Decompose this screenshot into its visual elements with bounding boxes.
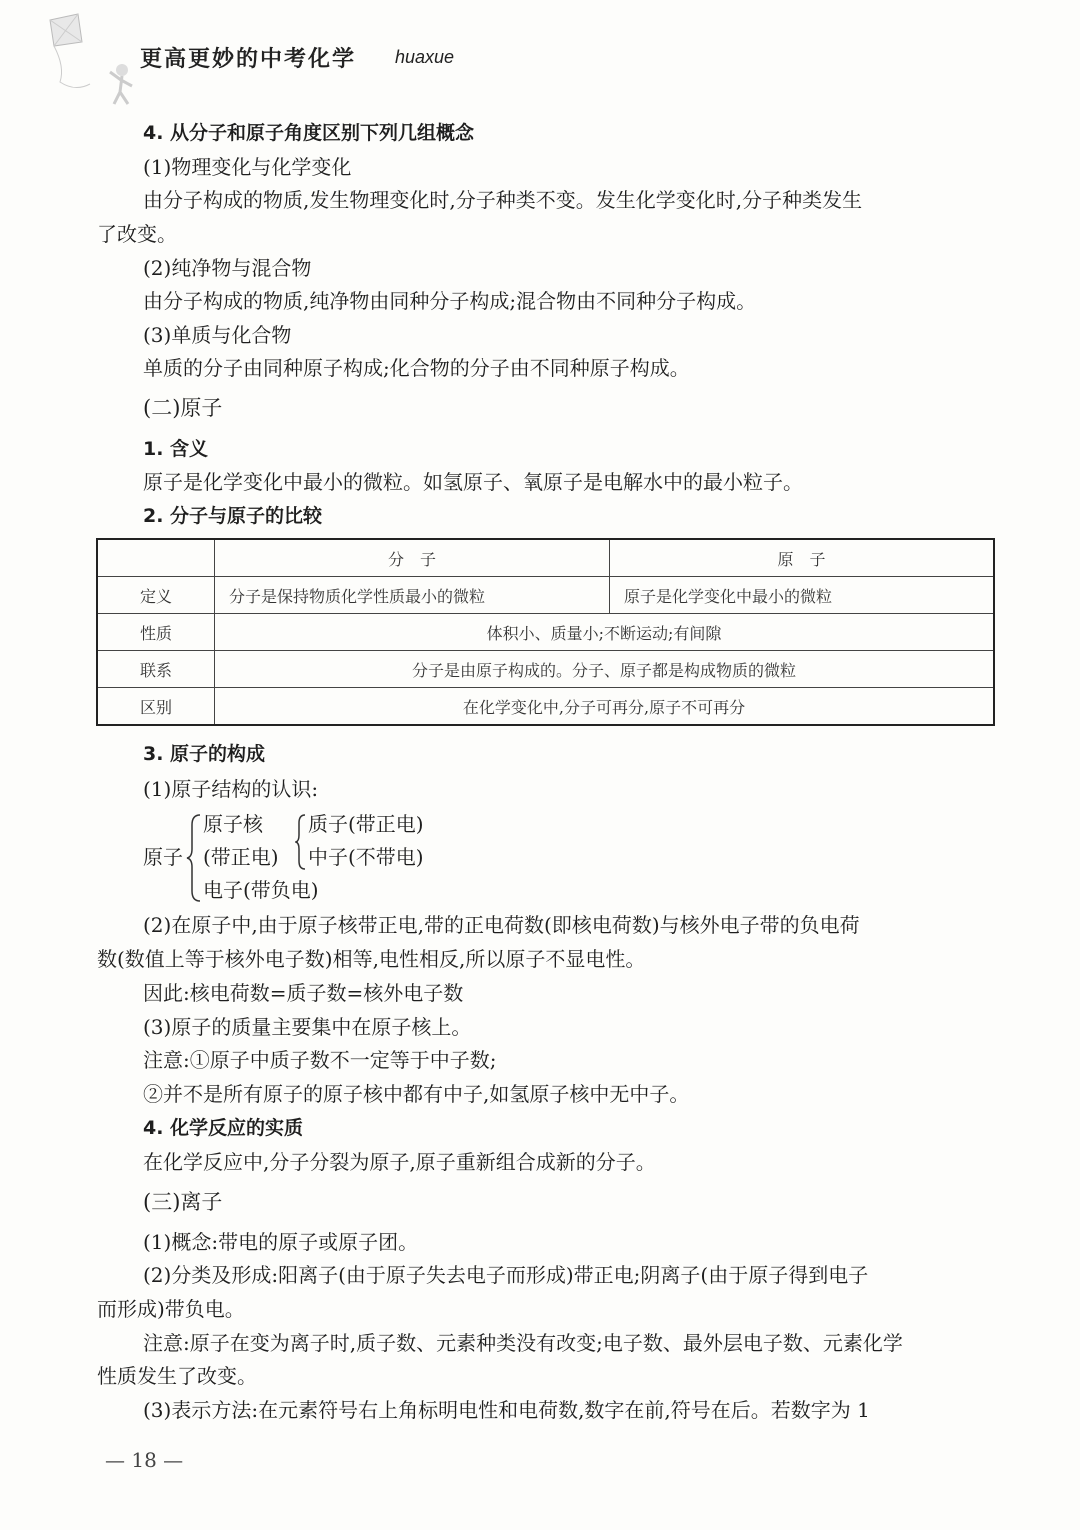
- proton-label: 质子(带正电): [308, 812, 424, 836]
- table-row: [97, 651, 994, 688]
- table-cell: 分子是保持物质化学性质最小的微粒: [215, 577, 610, 614]
- table-cell: [97, 539, 215, 577]
- nucleus-charge-label: (带正电): [203, 845, 279, 869]
- note: 注意:①原子中质子数不一定等于中子数;: [143, 1048, 497, 1072]
- paragraph: 原子是化学变化中最小的微粒。如氢原子、氧原子是电解水中的最小粒子。: [143, 470, 803, 494]
- page-header: [0, 0, 1080, 110]
- paragraph: 数(数值上等于核外电子数)相等,电性相反,所以原子不显电性。: [97, 947, 646, 971]
- book-title: 更高更妙的中考化学: [140, 47, 357, 72]
- neutron-label: 中子(不带电): [308, 845, 424, 869]
- electron-label: 电子(带负电): [203, 878, 319, 902]
- paragraph: 而形成)带负电。: [97, 1297, 245, 1321]
- paragraph: 了改变。: [97, 222, 177, 246]
- table-row-label: 定义: [97, 577, 215, 614]
- paragraph: (3)原子的质量主要集中在原子核上。: [143, 1015, 472, 1039]
- subheading: (1)原子结构的认识:: [143, 777, 319, 801]
- section-heading: 3. 原子的构成: [143, 743, 266, 765]
- left-brace-icon: [186, 813, 202, 903]
- paragraph: (1)概念:带电的原子或原子团。: [143, 1230, 419, 1254]
- subheading: (3)单质与化合物: [143, 323, 292, 347]
- table-row-label: 区别: [97, 688, 215, 726]
- kite-icon: [30, 12, 140, 107]
- section-heading: 4. 从分子和原子角度区别下列几组概念: [143, 122, 475, 144]
- paragraph: 由分子构成的物质,发生物理变化时,分子种类不变。发生化学变化时,分子种类发生: [143, 188, 863, 212]
- page-number: — 18 —: [105, 1448, 184, 1472]
- section-title-atom: (二)原子: [143, 396, 223, 420]
- table-cell: 体积小、质量小;不断运动;有间隙: [215, 614, 995, 651]
- subheading: (2)纯净物与混合物: [143, 256, 312, 280]
- table-cell: 在化学变化中,分子可再分,原子不可再分: [215, 688, 995, 726]
- table-cell: 分子是由原子构成的。分子、原子都是构成物质的微粒: [215, 651, 995, 688]
- comparison-table: [96, 538, 995, 726]
- section-title-ion: (三)离子: [143, 1190, 223, 1214]
- paragraph: 单质的分子由同种原子构成;化合物的分子由不同种原子构成。: [143, 356, 690, 380]
- paragraph: 因此:核电荷数=质子数=核外电子数: [143, 981, 464, 1005]
- table-row-label: 性质: [97, 614, 215, 651]
- table-row: [97, 688, 994, 726]
- table-header-atom: 原 子: [610, 539, 995, 577]
- section-heading: 4. 化学反应的实质: [143, 1117, 304, 1139]
- table-header-molecule: 分 子: [215, 539, 610, 577]
- book-subtitle: huaxue: [395, 47, 455, 67]
- section-heading: 2. 分子与原子的比较: [143, 505, 323, 527]
- paragraph: 由分子构成的物质,纯净物由同种分子构成;混合物由不同种分子构成。: [143, 289, 757, 313]
- subheading: (1)物理变化与化学变化: [143, 155, 352, 179]
- nucleus-label: 原子核: [203, 812, 263, 836]
- note: 性质发生了改变。: [97, 1364, 257, 1388]
- left-brace-icon: [295, 813, 307, 871]
- table-row: [97, 539, 994, 577]
- atom-label: 原子: [143, 845, 183, 869]
- table-row: [97, 577, 994, 614]
- paragraph: (2)在原子中,由于原子核带正电,带的正电荷数(即核电荷数)与核外电子带的负电荷: [143, 913, 860, 937]
- table-cell: 原子是化学变化中最小的微粒: [610, 577, 995, 614]
- note: 注意:原子在变为离子时,质子数、元素种类没有改变;电子数、最外层电子数、元素化学: [143, 1331, 903, 1355]
- paragraph: 在化学反应中,分子分裂为原子,原子重新组合成新的分子。: [143, 1150, 656, 1174]
- table-row-label: 联系: [97, 651, 215, 688]
- note: ②并不是所有原子的原子核中都有中子,如氢原子核中无中子。: [143, 1082, 690, 1106]
- paragraph: (2)分类及形成:阳离子(由于原子失去电子而形成)带正电;阴离子(由于原子得到电子: [143, 1263, 869, 1287]
- section-heading: 1. 含义: [143, 438, 209, 460]
- table-row: [97, 614, 994, 651]
- paragraph: (3)表示方法:在元素符号右上角标明电性和电荷数,数字在前,符号在后。若数字为 1: [143, 1398, 870, 1422]
